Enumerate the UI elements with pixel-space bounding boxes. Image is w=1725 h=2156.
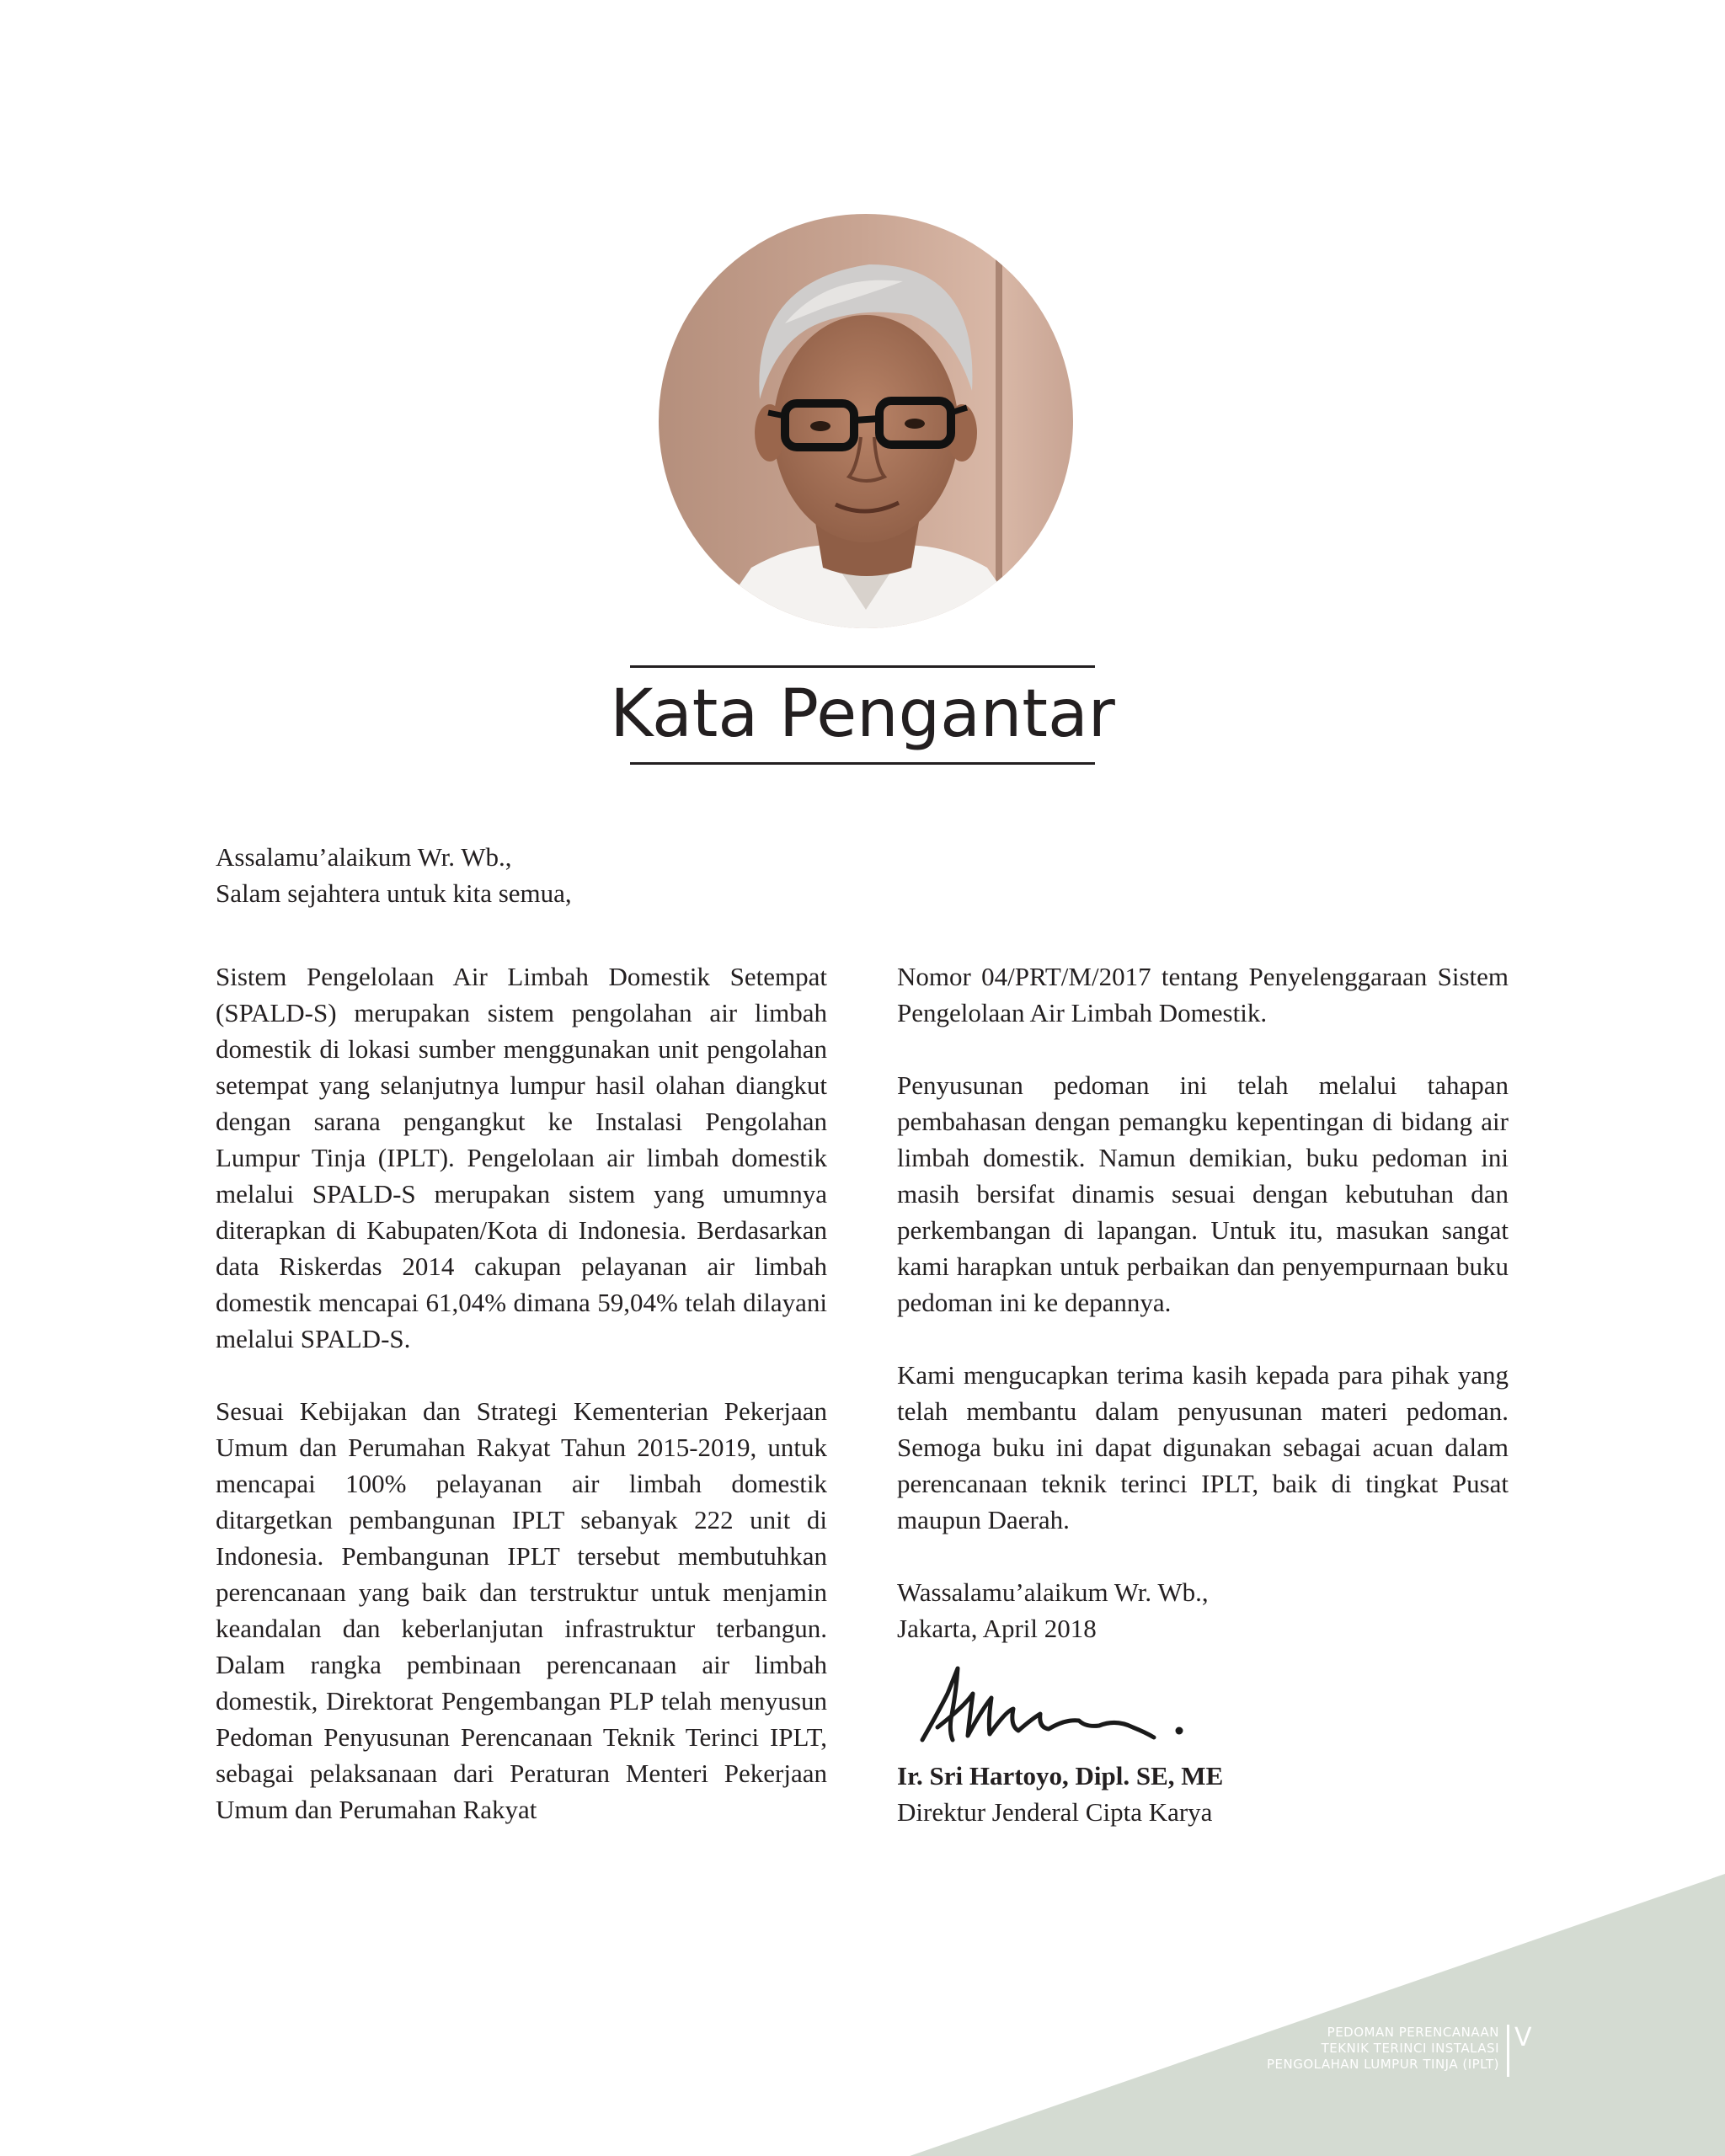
right-paragraph-3: Kami mengucapkan terima kasih kepada para pihak yang telah membantu dalam penyusunan materi pedoman. Semoga buku ini dapat digunakan sebagai acuan dalam perencanaan teknik terinci IPLT, baik di tingkat Pusat maupun Daerah.: [897, 1360, 1509, 1534]
footer-line-1: PEDOMAN PERENCANAAN: [1327, 2025, 1499, 2040]
right-paragraph-1: Nomor 04/PRT/M/2017 tentang Penyelenggaraan Sistem Pengelolaan Air Limbah Domestik.: [897, 962, 1509, 1027]
greeting-line-2: Salam sejahtera untuk kita semua,: [216, 878, 572, 908]
closing-place-date: Jakarta, April 2018: [897, 1614, 1097, 1643]
title-rule-top: [630, 665, 1095, 668]
right-paragraph-2: Penyusunan pedoman ini telah melalui tahapan pembahasan dengan pemangku kepentingan di bidang air limbah domestik. Namun demikian, buku pedoman ini masih bersifat dinamis sesuai dengan kebutuhan dan perkembangan di lapangan. Untuk itu, masukan sangat kami harapkan untuk perbaikan dan penyempurnaan buku pedoman ini ke depannya.: [897, 1070, 1509, 1317]
left-paragraph-2: Sesuai Kebijakan dan Strategi Kementerian Pekerjaan Umum dan Perumahan Rakyat Tahun 2015-2019, untuk mencapai 100% pelayanan air limbah domestik ditargetkan pembangunan IPLT sebanyak 222 unit di Indonesia. Pembangunan IPLT tersebut membutuhkan perencanaan yang baik dan terstruktur untuk menjamin keandalan dan keberlanjutan infrastruktur terbangun. Dalam rangka pembinaan perencanaan air limbah domestik, Direktorat Pengembangan PLP telah menyusun Pedoman Penyusunan Perencanaan Teknik Terinci IPLT, sebagai pelaksanaan dari Peraturan Menteri Pekerjaan Umum dan Perumahan Rakyat: [216, 1396, 827, 1824]
footer-line-3: PENGOLAHAN LUMPUR TINJA (IPLT): [1266, 2057, 1499, 2072]
footer-book-title: [1267, 2025, 1499, 2073]
signer-position: Direktur Jenderal Cipta Karya: [897, 1797, 1213, 1827]
author-portrait: [659, 214, 1073, 628]
page-title: Kata Pengantar: [610, 676, 1115, 752]
left-paragraph-1: Sistem Pengelolaan Air Limbah Domestik Setempat (SPALD-S) merupakan sistem pengolahan air limbah domestik di lokasi sumber menggunakan unit pengolahan setempat yang selanjutnya lumpur hasil olahan diangkut dengan sarana pengangkut ke Instalasi Pengolahan Lumpur Tinja (IPLT). Pengelolaan air limbah domestik melalui SPALD-S merupakan sistem yang umumnya diterapkan di Kabupaten/Kota di Indonesia. Berdasarkan data Riskerdas 2014 cakupan pelayanan air limbah domestik mencapai 61,04% dimana 59,04% telah dilayani melalui SPALD-S.: [216, 962, 827, 1353]
signer-name: Ir. Sri Hartoyo, Dipl. SE, ME: [897, 1761, 1224, 1790]
left-column: [216, 958, 827, 1828]
page-number: V: [1514, 2023, 1532, 2052]
right-column: [897, 958, 1509, 1830]
greeting-line-1: Assalamu’alaikum Wr. Wb.,: [216, 842, 512, 872]
footer-divider: [1507, 2025, 1509, 2077]
footer-line-2: TEKNIK TERINCI INSTALASI: [1321, 2041, 1499, 2056]
portrait-image: [659, 214, 1073, 628]
greeting: [216, 839, 830, 911]
title-rule-bottom: [630, 762, 1095, 765]
signature-image: [914, 1660, 1192, 1753]
closing: [897, 1574, 1509, 1646]
closing-salutation: Wassalamu’alaikum Wr. Wb.,: [897, 1577, 1209, 1607]
